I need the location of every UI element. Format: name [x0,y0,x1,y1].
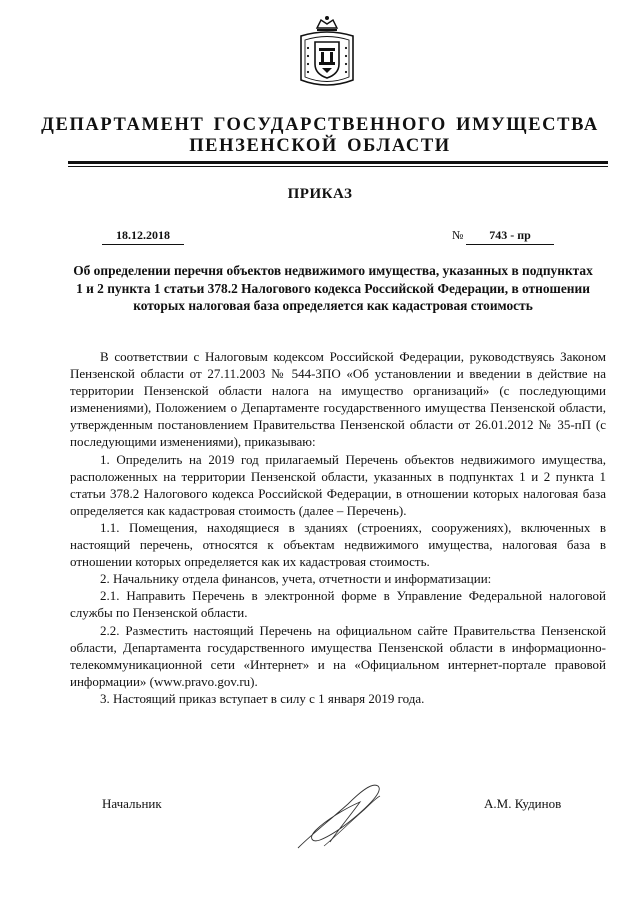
order-number: 743 - пр [466,228,554,245]
signatory-name: А.М. Кудинов [484,796,562,811]
body-paragraph: 1.1. Помещения, находящиеся в зданиях (строениях, сооружениях), включенных в настоящий перечень, относятся к объектам недвижимого имущества, налоговая база в отношении которых определяется как их кадастровая стоимость. [70,519,606,570]
body-paragraph: 2.1. Направить Перечень в электронной форме в Управление Федеральной налоговой службы по Пензенской области. [70,588,606,621]
body-paragraph: 2.2. Разместить настоящий Перечень на официальном сайте Правительства Пензенской области, Департамента государственного имущества Пензенской области в информационно-телекоммуникационной сети «Интернет» и на «Официальном интернет-портале правовой информации» (www.pravo.gov.ru). [70,622,606,689]
order-title: ПРИКАЗ [287,186,353,202]
order-body [70,348,606,707]
handwritten-signature [290,776,390,856]
body-paragraph: 2. Начальнику отдела финансов, учета, отчетности и информатизации: [100,571,492,587]
department-name [40,115,600,157]
signatory-role: Начальник [102,796,162,811]
body-paragraph: В соответствии с Налоговым кодексом Российской Федерации, руководствуясь Законом Пензенской области от 27.11.2003 № 544-ЗПО «Об установлении и введении в действие на территории Пензенской области налога на имущество организаций» (с последующими изменениями), Положением о Департаменте государственного имущества Пензенской области, утвержденным постановлением Правительства Пензенской области от 26.01.2012 № 35-пП (с последующими изменениями), приказываю: [70,349,606,450]
department-line-1: ДЕПАРТАМЕНТ ГОСУДАРСТВЕННОГО ИМУЩЕСТВА [41,115,599,135]
order-subject: Об определении перечня объектов недвижимого имущества, указанных в подпунктах 1 и 2 пункта 1 статьи 378.2 Налогового кодекса Российской Федерации, в отношении которых налоговая база определяется как кадастровая стоимость [73,263,593,314]
body-paragraph: 1. Определить на 2019 год прилагаемый Перечень объектов недвижимого имущества, расположенных на территории Пензенской области, указанных в подпунктах 1 и 2 пункта 1 статьи 378.2 Налогового кодекса Российской Федерации, в отношении которых налоговая база определяется как кадастровая стоимость (далее – Перечень). [70,451,606,518]
order-date: 18.12.2018 [102,228,184,245]
header-rule-thin [68,166,608,167]
department-line-2: ПЕНЗЕНСКОЙ ОБЛАСТИ [189,136,451,156]
body-paragraph: 3. Настоящий приказ вступает в силу с 1 января 2019 года. [100,690,425,706]
coat-of-arms-icon [295,14,359,90]
number-sign: № [452,228,464,242]
order-number-field [452,228,557,245]
header-rule-thick [68,161,608,164]
